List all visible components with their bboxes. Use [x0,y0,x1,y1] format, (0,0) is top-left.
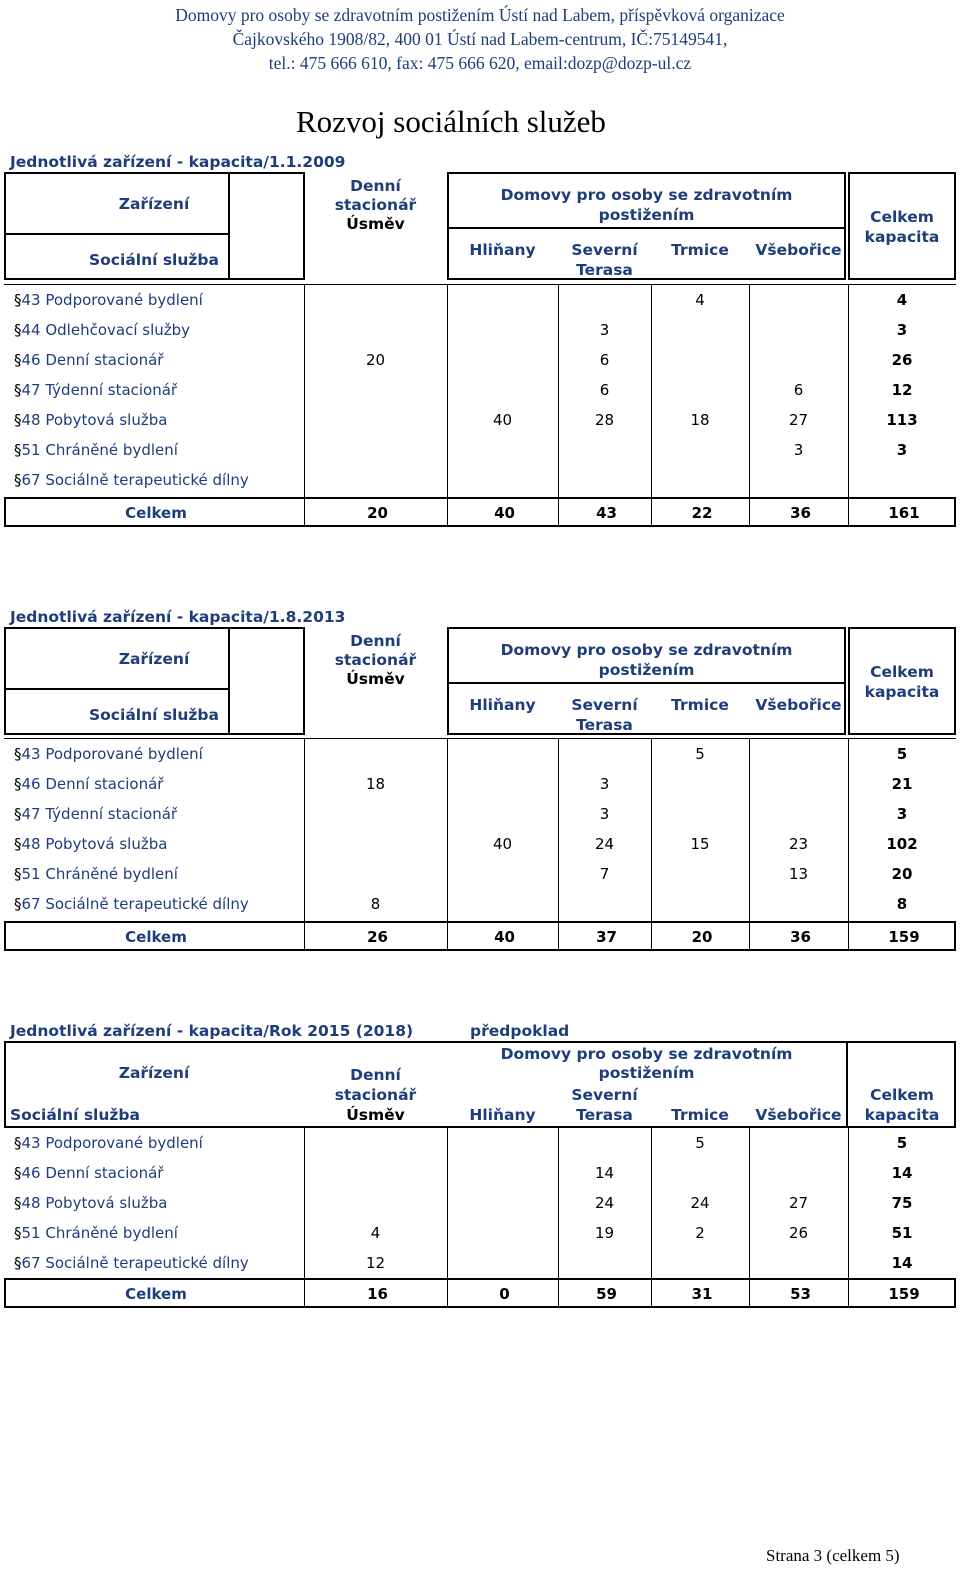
header-zarizeni: Zařízení [118,1064,190,1082]
grid-line [651,1280,652,1306]
row-label-text: 48 Pobytová služba [21,1194,168,1212]
cell-severni: 6 [599,351,610,369]
header-usmev: Úsměv [346,1106,405,1124]
section-title [10,1022,570,1040]
cell-total: 3 [896,441,908,459]
grid-line [558,923,559,949]
header-divider [447,227,846,229]
section-sign: § [14,1194,22,1212]
cell-total: 3 [896,321,908,339]
total-vseborice: 36 [790,504,811,522]
cell-vseborice: 13 [788,865,809,883]
total-severni: 59 [596,1285,617,1303]
row-label [14,471,249,489]
grid-line [4,738,956,739]
row-label-text: 67 Sociálně terapeutické dílny [21,1254,249,1272]
section-sign: § [14,835,22,853]
grid-line [749,1127,750,1278]
section-title-text: Jednotlivá zařízení - kapacita/Rok 2015 (2018) [10,1022,414,1040]
table-row [4,830,956,860]
cell-total: 8 [896,895,908,913]
header-hlinany: Hliňany [469,696,536,714]
row-label-text: 51 Chráněné bydlení [21,441,178,459]
header-socialni-sluzba: Sociální služba [89,706,219,724]
total-total: 161 [888,504,920,522]
total-hlinany: 0 [499,1285,510,1303]
row-label [14,351,163,369]
cell-vseborice: 23 [788,835,809,853]
cell-hlinany: 40 [492,835,513,853]
header-domovy: Domovy pro osoby se zdravotním [500,1045,793,1063]
cell-total: 26 [891,351,913,369]
cell-severni: 28 [594,411,615,429]
cell-total: 20 [891,865,913,883]
cell-vseborice: 27 [788,411,809,429]
cell-trmice: 5 [695,745,705,763]
table-row [4,860,956,890]
grid-line [749,923,750,949]
section-sign: § [14,471,22,489]
grid-line [848,1127,849,1278]
cell-severni: 3 [599,805,610,823]
section-sign: § [14,351,22,369]
grid-line [447,738,448,921]
grid-line [304,1280,305,1306]
table-row [4,890,956,920]
header-zarizeni: Zařízení [118,650,190,668]
section-sign: § [14,1164,22,1182]
grid-line [848,284,849,497]
letterhead-line-2: Čajkovského 1908/82, 400 01 Ústí nad Labem-centrum, IČ:75149541, [232,29,728,49]
grid-line [558,499,559,525]
row-label [14,381,177,399]
table-row [4,406,956,436]
grid-line [304,284,305,497]
grid-line [447,284,448,497]
total-label: Celkem [125,1285,187,1303]
section-sign: § [14,381,22,399]
row-label-text: 44 Odlehčovací služby [21,321,191,339]
capacity-table [4,172,956,527]
cell-total: 3 [896,805,908,823]
row-label-text: 48 Pobytová služba [21,835,168,853]
grid-line [651,499,652,525]
header-zarizeni: Zařízení [118,195,190,213]
cell-total: 4 [896,291,908,309]
table-row [4,286,956,316]
header-socialni-sluzba: Sociální služba [10,1106,140,1124]
grid-line [749,284,750,497]
cell-total: 12 [891,381,913,399]
cell-severni: 19 [594,1224,615,1242]
grid-line [749,499,750,525]
section-title-text: Jednotlivá zařízení - kapacita/1.8.2013 [10,608,346,626]
page-number: Strana 3 (celkem 5) [766,1546,900,1565]
grid-line [848,923,849,949]
row-label [14,805,177,823]
header-domovy: Domovy pro osoby se zdravotním [500,186,793,204]
cell-total: 113 [886,411,918,429]
header-celkem: Celkem [870,208,934,226]
row-label [14,1224,178,1242]
document-title: Rozvoj sociálních služeb [296,104,606,139]
header-postizenim: postižením [598,661,695,679]
row-label-text: 43 Podporované bydlení [21,745,203,763]
header-kapacita: kapacita [864,228,940,246]
total-hlinany: 40 [494,928,515,946]
table-row [4,1219,956,1249]
total-usmev: 16 [367,1285,388,1303]
header-usmev: Úsměv [346,215,405,233]
section-sign: § [14,1134,22,1152]
table-row [4,800,956,830]
grid-line [558,1127,559,1278]
row-label [14,1134,203,1152]
header-severni: Severní [571,241,638,259]
grid-line [749,738,750,921]
cell-vseborice: 6 [793,381,804,399]
section-title-text: Jednotlivá zařízení - kapacita/1.1.2009 [10,153,346,171]
grid-line [651,284,652,497]
grid-line [447,499,448,525]
letterhead-line-1: Domovy pro osoby se zdravotním postižením Ústí nad Labem, příspěvková organizace [175,5,785,25]
total-trmice: 20 [691,928,713,946]
grid-line [447,1280,448,1306]
header-stacionar: stacionář [334,1086,417,1104]
header-terasa: Terasa [576,716,633,734]
row-label-text: 46 Denní stacionář [21,775,164,793]
row-label [14,895,249,913]
section-sign: § [14,321,22,339]
cell-trmice: 5 [695,1134,705,1152]
cell-usmev: 8 [370,895,381,913]
total-label: Celkem [125,928,187,946]
letterhead-line-3: tel.: 475 666 610, fax: 475 666 620, email:dozp@dozp-ul.cz [268,53,692,73]
cell-hlinany: 40 [492,411,513,429]
cell-total: 5 [896,745,908,763]
cell-severni: 7 [599,865,610,883]
row-label-text: 67 Sociálně terapeutické dílny [21,471,249,489]
grid-line [848,738,849,921]
grid-line [4,284,956,285]
row-label [14,411,167,429]
row-label-text: 51 Chráněné bydlení [21,865,178,883]
header-hlinany: Hliňany [469,241,536,259]
header-socialni-sluzba: Sociální služba [89,251,219,269]
header-domovy: Domovy pro osoby se zdravotním [500,641,793,659]
header-severni: Severní [571,1086,638,1104]
cell-severni: 24 [594,1194,615,1212]
row-label-text: 47 Týdenní stacionář [21,381,178,399]
total-severni: 43 [596,504,617,522]
total-total: 159 [888,1285,920,1303]
header-vseborice: Všebořice [755,1106,842,1124]
cell-usmev: 18 [365,775,386,793]
section-sign: § [14,865,22,883]
cell-trmice: 18 [690,411,710,429]
cell-trmice: 4 [695,291,705,309]
cell-severni: 24 [594,835,615,853]
table-row [4,770,956,800]
grid-line [304,923,305,949]
cell-total: 102 [886,835,918,853]
total-trmice: 22 [691,504,713,522]
grid-line [304,1127,305,1278]
header-divider [4,233,228,235]
cell-trmice: 24 [690,1194,710,1212]
row-label-text: 47 Týdenní stacionář [21,805,178,823]
header-trmice: Trmice [671,241,729,259]
cell-total: 14 [891,1164,913,1182]
header-usmev: Úsměv [346,670,405,688]
cell-total: 21 [891,775,913,793]
header-divider [4,688,228,690]
cell-vseborice: 26 [788,1224,809,1242]
total-severni: 37 [596,928,617,946]
grid-line [4,1127,956,1128]
table-row [4,1249,956,1279]
cell-vseborice: 3 [793,441,804,459]
section-sign: § [14,805,22,823]
grid-line [447,923,448,949]
table-row [4,316,956,346]
table-row [4,1159,956,1189]
row-label [14,1194,167,1212]
section-sign: § [14,1224,22,1242]
header-severni: Severní [571,696,638,714]
table-row [4,1189,956,1219]
section-sign: § [14,895,22,913]
section-sign: § [14,441,22,459]
cell-total: 51 [891,1224,913,1242]
cell-severni: 6 [599,381,610,399]
grid-line [749,1280,750,1306]
grid-line [304,738,305,921]
grid-line [848,499,849,525]
row-label [14,775,163,793]
capacity-table [4,627,956,951]
cell-trmice: 15 [690,835,710,853]
total-row [4,497,956,527]
total-total: 159 [888,928,920,946]
header-trmice: Trmice [671,1106,729,1124]
row-label-text: 43 Podporované bydlení [21,291,203,309]
grid-line [651,923,652,949]
section-sign: § [14,775,22,793]
header-hlinany: Hliňany [469,1106,536,1124]
cell-usmev: 12 [365,1254,386,1272]
section-title [10,153,345,171]
grid-line [558,738,559,921]
cell-usmev: 20 [365,351,386,369]
total-hlinany: 40 [494,504,515,522]
row-label [14,865,178,883]
header-terasa: Terasa [576,1106,633,1124]
total-vseborice: 36 [790,928,811,946]
header-vseborice: Všebořice [755,241,842,259]
section-title [10,608,345,626]
cell-severni: 3 [599,775,610,793]
row-label [14,321,190,339]
cell-usmev: 4 [370,1224,381,1242]
header-postizenim: postižením [598,206,695,224]
header-trmice: Trmice [671,696,729,714]
table-row [4,346,956,376]
header-divider [447,682,846,684]
total-row [4,921,956,951]
cell-severni: 14 [594,1164,615,1182]
row-label [14,1164,163,1182]
total-row [4,1278,956,1308]
table-row [4,436,956,466]
header-celkem: Celkem [870,663,934,681]
header-postizenim: postižením [598,1064,695,1082]
row-label-text: 46 Denní stacionář [21,351,164,369]
section-sign: § [14,411,22,429]
header-kapacita: kapacita [864,1106,940,1124]
table-row [4,1129,956,1159]
grid-line [848,1280,849,1306]
grid-line [651,738,652,921]
cell-trmice: 2 [695,1224,705,1242]
header-denni: Denní [350,177,401,195]
section-sign: § [14,745,22,763]
total-vseborice: 53 [790,1285,811,1303]
header-denni: Denní [350,1066,401,1084]
row-label-text: 48 Pobytová služba [21,411,168,429]
header-kapacita: kapacita [864,683,940,701]
header-stacionar: stacionář [334,196,417,214]
section-title-note: předpoklad [470,1022,570,1040]
row-label-text: 43 Podporované bydlení [21,1134,203,1152]
row-label [14,291,203,309]
table-row [4,466,956,496]
cell-total: 14 [891,1254,913,1272]
section-sign: § [14,1254,22,1272]
grid-line [558,284,559,497]
row-label-text: 67 Sociálně terapeutické dílny [21,895,249,913]
header-terasa: Terasa [576,261,633,279]
cell-vseborice: 27 [788,1194,809,1212]
header-celkem: Celkem [870,1086,934,1104]
cell-total: 75 [891,1194,913,1212]
row-label [14,1254,249,1272]
total-usmev: 20 [367,504,388,522]
row-label-text: 51 Chráněné bydlení [21,1224,178,1242]
row-label [14,835,167,853]
section-sign: § [14,291,22,309]
cell-severni: 3 [599,321,610,339]
total-trmice: 31 [691,1285,713,1303]
table-row [4,376,956,406]
header-denni: Denní [350,632,401,650]
total-usmev: 26 [367,928,388,946]
table-row [4,740,956,770]
row-label-text: 46 Denní stacionář [21,1164,164,1182]
header-stacionar: stacionář [334,651,417,669]
grid-line [304,499,305,525]
grid-line [447,1127,448,1278]
row-label [14,441,178,459]
cell-total: 5 [896,1134,908,1152]
capacity-table [4,1041,956,1308]
row-label [14,745,203,763]
grid-line [651,1127,652,1278]
header-vseborice: Všebořice [755,696,842,714]
total-label: Celkem [125,504,187,522]
grid-line [558,1280,559,1306]
